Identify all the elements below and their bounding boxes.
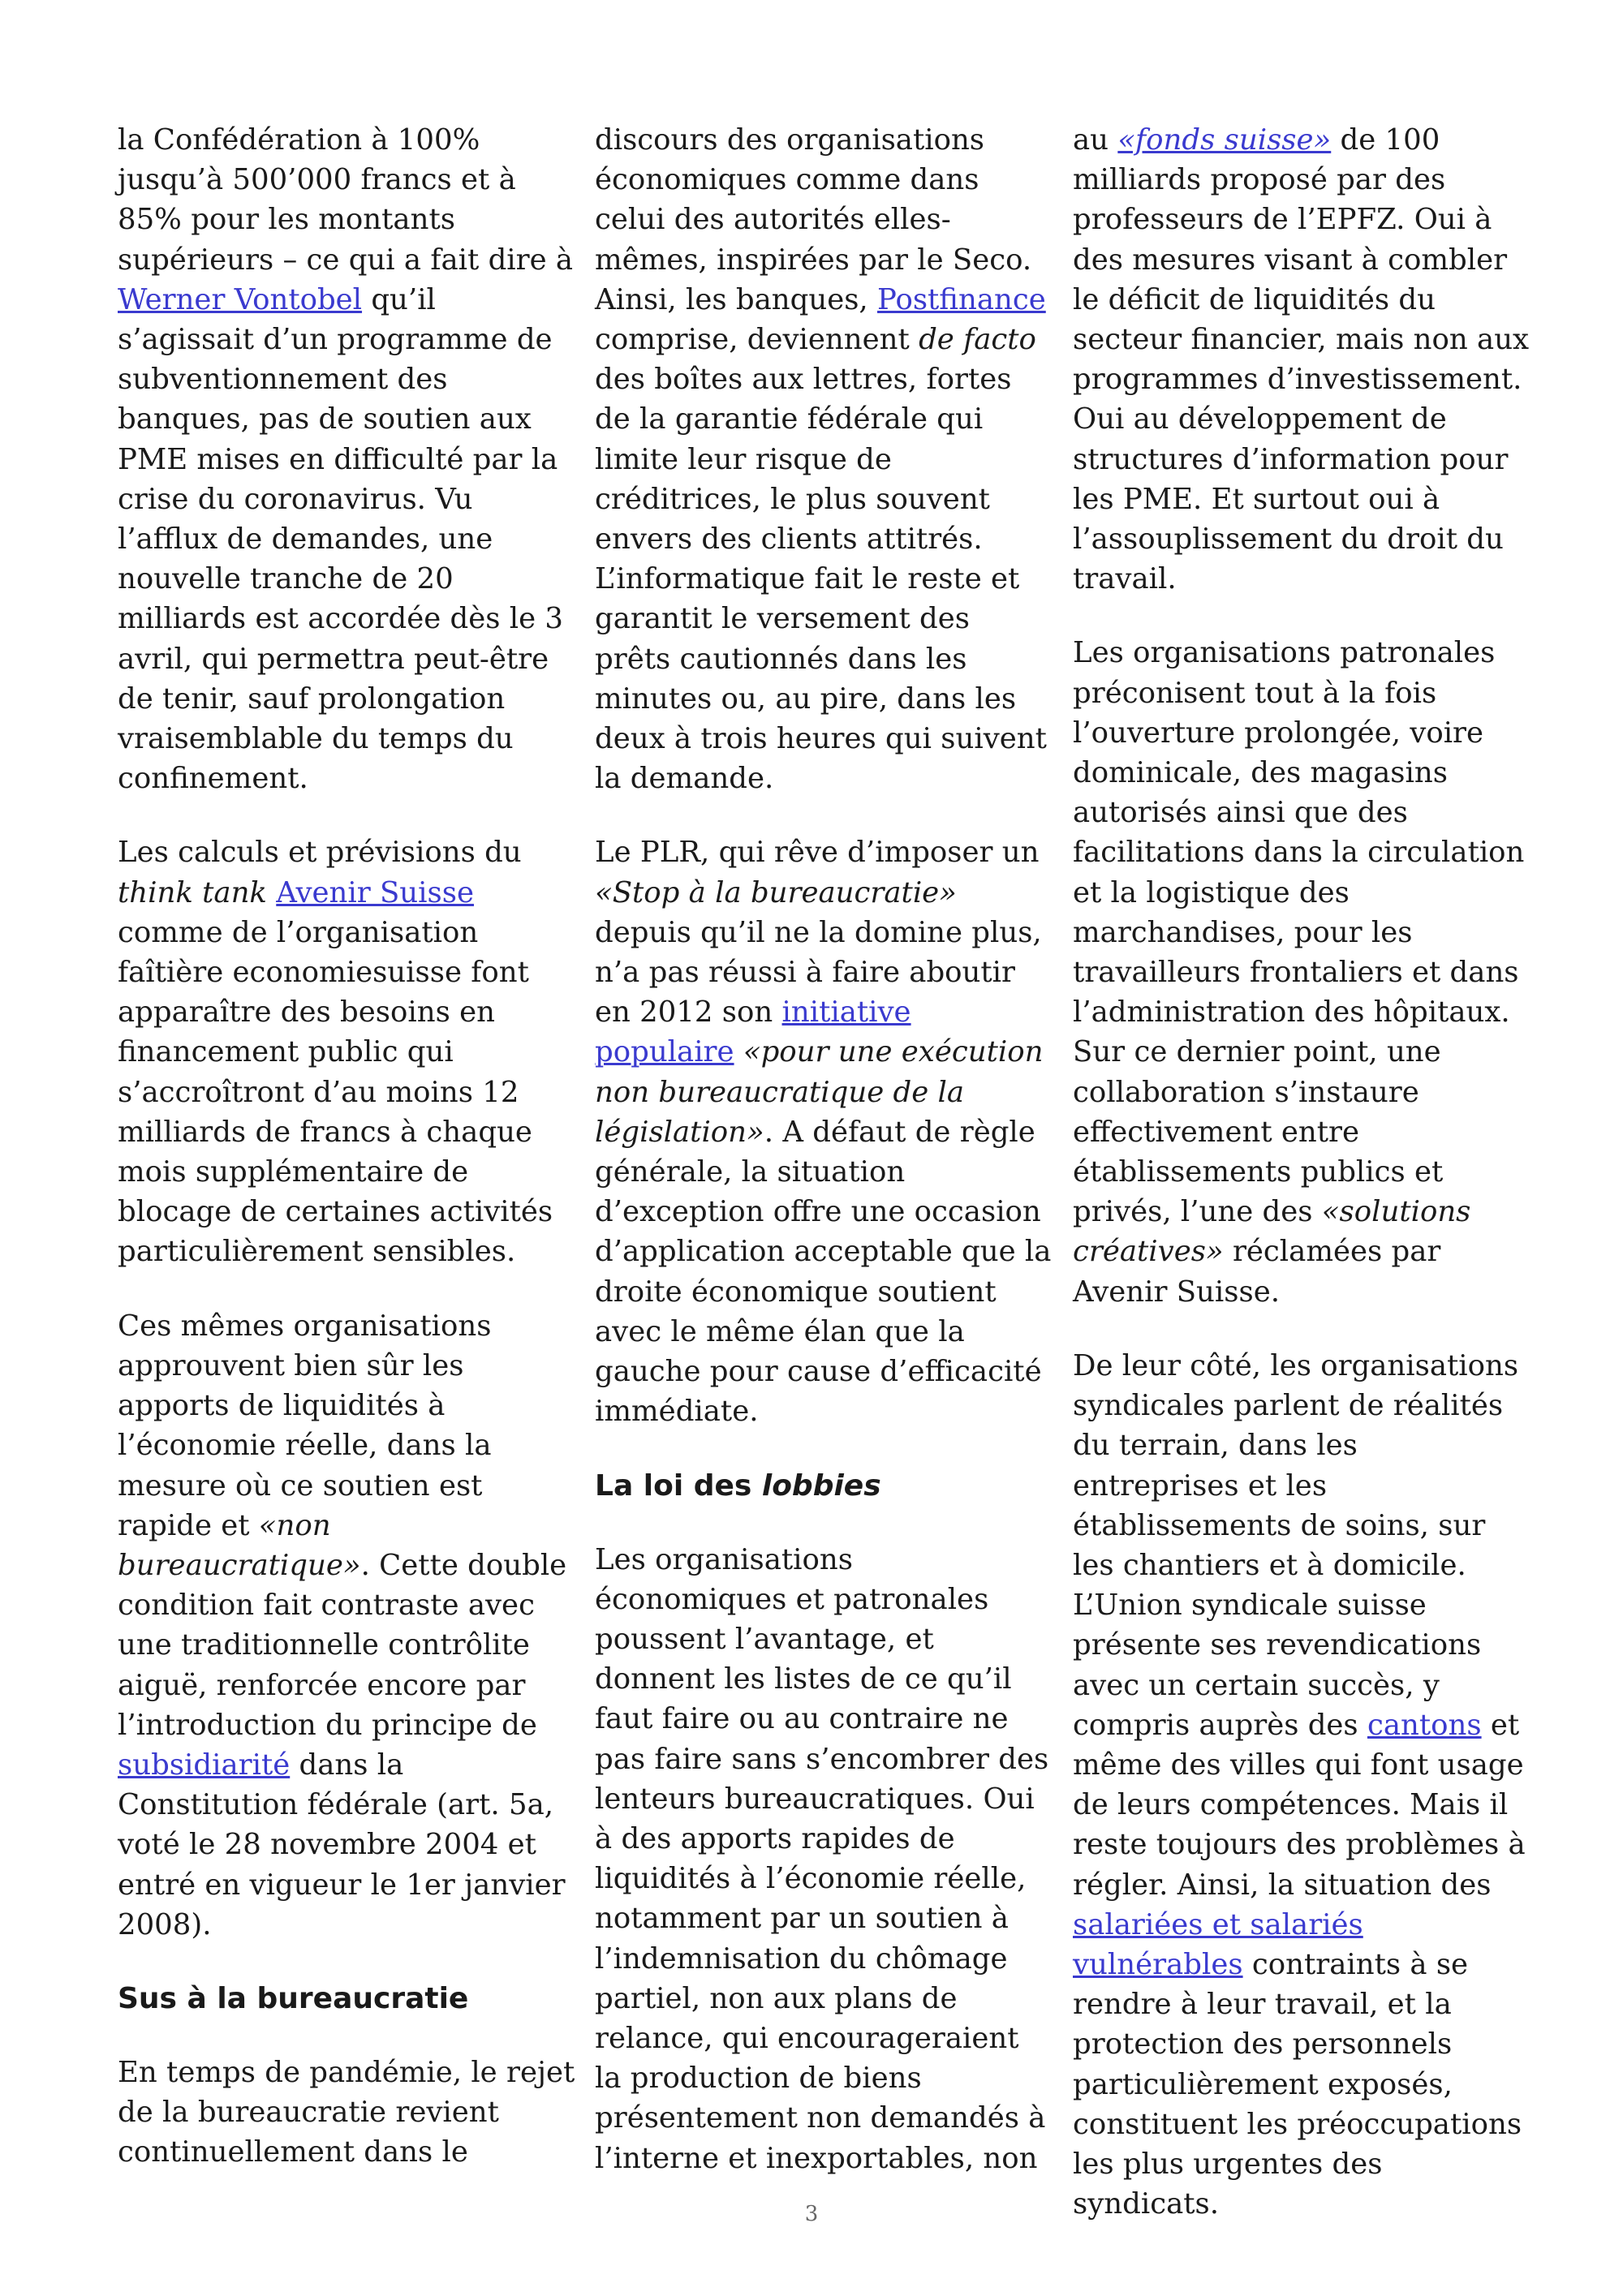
paragraph (1073, 1346, 1531, 2224)
text: . A défaut de règle générale, la situation d’exception offre une occasion d’application acceptable que la droite économique soutient avec le même élan que la gauche pour cause d’efficacité immédiate. (595, 1115, 1052, 1429)
paragraph (595, 832, 1053, 1431)
text: discours des organisations économiques comme dans celui des autorités elles-mêmes, inspirées par le Seco. Ainsi, les banques, (595, 123, 1032, 316)
paragraph: En temps de pandémie, le rejet de la bureaucratie revient continuellement dans le (118, 2055, 575, 2169)
italic-text: «Stop à la bureaucratie» (595, 875, 957, 909)
text: et même des villes qui font usage de leurs compétences. Mais il reste toujours des problèmes à régler. Ainsi, la situation des (1073, 1708, 1526, 1902)
italic-text: de facto (919, 323, 1036, 357)
heading-text: La loi des (595, 1468, 762, 1503)
link-postfinance[interactable]: Postfinance (877, 282, 1046, 316)
italic-text: «solutions créatives» (1073, 1195, 1471, 1269)
link-subsidiarite[interactable]: subsidiarité (118, 1748, 291, 1782)
text: comprise, deviennent (595, 323, 919, 357)
text: qu’il s’agissait d’un programme de subventionnement des banques, pas de soutien aux PME mises en difficulté par la crise du coronavirus. Vu l’afflux de demandes, une nouvelle tranche de 20 milliards est accordée dès le 3 avril, qui permettra peut-être de tenir, sauf prolongation vraisemblable du temps du confinement. (118, 282, 563, 796)
paragraph (118, 832, 576, 1271)
italic-text: «pour une exécution non bureaucratique de la législation» (595, 1035, 1044, 1149)
link-fonds-suisse[interactable]: «fonds suisse» (1117, 123, 1332, 157)
paragraph (118, 1306, 576, 1945)
text (734, 1035, 743, 1068)
section-heading (595, 1466, 1053, 1506)
section-heading: Sus à la bureaucratie (118, 1981, 469, 2015)
text: Ces mêmes organisations approuvent bien sûr les apports de liquidités à l’économie réelle, dans la mesure où ce soutien est rapide et (118, 1309, 492, 1542)
paragraph (118, 120, 576, 798)
heading-italic-text: lobbies (761, 1468, 881, 1503)
paragraph (1073, 633, 1531, 1311)
text: depuis qu’il ne la domine plus, n’a pas réussi à faire aboutir en 2012 son (595, 915, 1042, 1030)
page-number: 3 (804, 2202, 819, 2226)
text: De leur côté, les organisations syndicales parlent de réalités du terrain, dans les entreprises et les établissements de soins, sur les chantiers et à domicile. L’Union syndicale suisse présente ses revendications avec un certain succès, y compris auprès des (1073, 1348, 1519, 1742)
paragraph (1073, 120, 1531, 599)
link-cantons[interactable]: cantons (1367, 1708, 1482, 1742)
text: de 100 milliards proposé par des professeurs de l’EPFZ. Oui à des mesures visant à combler le déficit de liquidités du secteur financier, mais non aux programmes d’investissement. Oui au développement de structures d’information pour les PME. Et surtout oui à l’assouplissement du droit du travail. (1073, 123, 1530, 596)
text (267, 876, 276, 909)
column-1 (118, 120, 576, 2207)
text: la Confédération à 100% jusqu’à 500’000 francs et à 85% pour les montants supérieurs – ce qui a fait dire à (118, 123, 574, 277)
text: . Cette double condition fait contraste avec une traditionnelle contrôlite aiguë, renforcée encore par l’introduction du principe de (118, 1548, 567, 1742)
paragraph: Les organisations économiques et patronales poussent l’avantage, et donnent les listes de ce qu’il faut faire ou au contraire ne pas faire sans s’encombrer des lenteurs bureaucratiques. Oui à des apports rapides de liquidités à l’économie réelle, notamment par un soutien à l’indemnisation du chômage partiel, non aux plans de relance, qui encourageraient la production de biens présentement non demandés à l’interne et inexportables, non (595, 1542, 1049, 2175)
text: Le PLR, qui rêve d’imposer un (595, 836, 1040, 870)
link-initiative-populaire[interactable]: initiative populaire (595, 995, 911, 1069)
paragraph (595, 120, 1053, 798)
italic-text: «non bureaucratique» (118, 1508, 361, 1582)
text: dans la Constitution fédérale (art. 5a, voté le 28 novembre 2004 et entré en vigueur le 1er janvier 2008). (118, 1748, 566, 1941)
text: réclamées par Avenir Suisse. (1073, 1235, 1441, 1309)
link-werner-vontobel[interactable]: Werner Vontobel (118, 282, 363, 316)
text: au (1073, 123, 1118, 157)
column-2 (595, 120, 1053, 2212)
link-avenir-suisse[interactable]: Avenir Suisse (276, 875, 474, 909)
text: Les organisations patronales préconisent tout à la fois l’ouverture prolongée, voire dominicale, des magasins autorisés ainsi que des facilitations dans la circulation et la logistique des marchandises, pour les travailleurs frontaliers et dans l’administration des hôpitaux. Sur ce dernier point, une collaboration s’instaure effectivement entre établissements publics et privés, l’une des (1073, 636, 1525, 1229)
text: Les calculs et prévisions du (118, 836, 522, 870)
text: contraints à se rendre à leur travail, et la protection des personnels particulièrement exposés, constituent les préoccupations les plus urgentes des syndicats. (1073, 1947, 1522, 2221)
column-3 (1073, 120, 1531, 2258)
link-salaries-vulnerables[interactable]: salariées et salariés vulnérables (1073, 1907, 1363, 1981)
text: des boîtes aux lettres, fortes de la garantie fédérale qui limite leur risque de créditrices, le plus souvent envers des clients attitrés. L’informatique fait le reste et garantit le versement des prêts cautionnés dans les minutes ou, au pire, dans les deux à trois heures qui suivent la demande. (595, 363, 1047, 796)
italic-text: think tank (118, 875, 267, 909)
text: comme de l’organisation faîtière economiesuisse font apparaître des besoins en financement public qui s’accroîtront d’au moins 12 milliards de francs à chaque mois supplémentaire de blocage de certaines activités particulièrement sensibles. (118, 915, 553, 1269)
